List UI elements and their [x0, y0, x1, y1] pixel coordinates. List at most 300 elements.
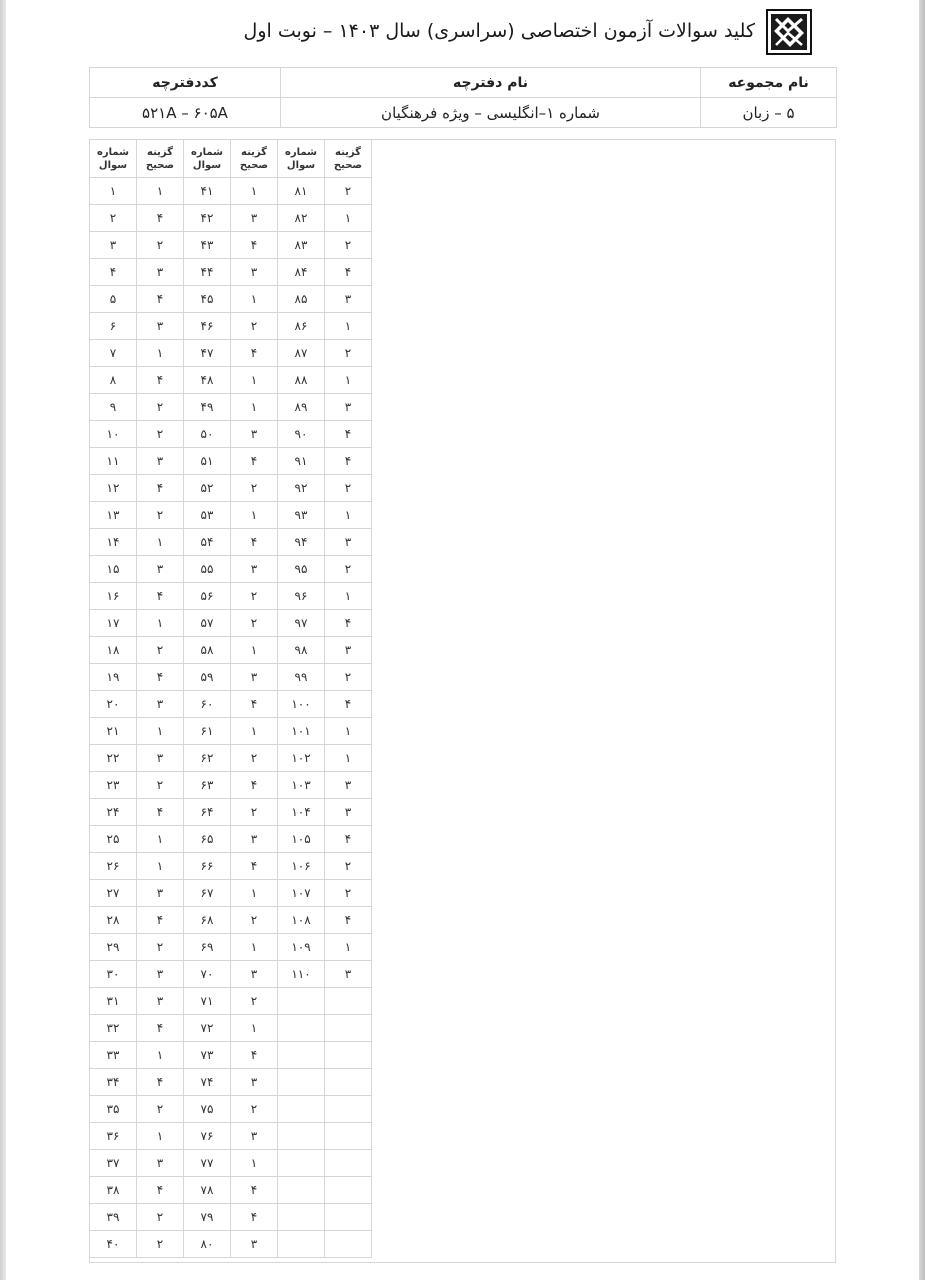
question-number-cell: [278, 1096, 325, 1123]
question-number-cell: ۴۹: [184, 394, 231, 421]
answer-cell: ۲: [325, 232, 372, 259]
answer-cell: ۳: [137, 988, 184, 1015]
answer-cell: [325, 988, 372, 1015]
question-number-cell: ۳: [90, 232, 137, 259]
question-number-cell: ۱۹: [90, 664, 137, 691]
question-number-cell: ۱۰۲: [278, 745, 325, 772]
question-number-cell: ۱۴: [90, 529, 137, 556]
answer-cell: ۲: [325, 853, 372, 880]
answer-key-row: [90, 313, 372, 340]
question-number-cell: ۵۷: [184, 610, 231, 637]
question-number-cell: ۷: [90, 340, 137, 367]
question-number-header: شماره سوال: [184, 140, 231, 178]
answer-cell: [325, 1177, 372, 1204]
question-number-cell: ۴۵: [184, 286, 231, 313]
answer-cell: ۲: [231, 988, 278, 1015]
question-number-cell: ۱۳: [90, 502, 137, 529]
answer-cell: ۳: [231, 961, 278, 988]
answer-cell: ۴: [231, 232, 278, 259]
question-number-cell: ۶۹: [184, 934, 231, 961]
answer-cell: ۱: [137, 718, 184, 745]
answer-cell: ۴: [231, 340, 278, 367]
question-number-cell: ۲۸: [90, 907, 137, 934]
question-number-cell: ۲۵: [90, 826, 137, 853]
question-number-cell: ۴۲: [184, 205, 231, 232]
question-number-cell: [278, 1042, 325, 1069]
booklet-name-value: شماره ۱–انگلیسی – ویژه فرهنگیان: [281, 98, 701, 128]
question-number-cell: ۵۶: [184, 583, 231, 610]
answer-cell: ۱: [137, 853, 184, 880]
answer-cell: ۱: [231, 1150, 278, 1177]
answer-cell: ۳: [325, 772, 372, 799]
answer-cell: ۱: [231, 880, 278, 907]
answer-key-row: [90, 880, 372, 907]
booklet-code-header: کددفترچه: [90, 68, 281, 98]
answer-cell: ۲: [137, 502, 184, 529]
question-number-cell: ۵: [90, 286, 137, 313]
answer-cell: ۱: [231, 502, 278, 529]
answer-cell: ۴: [231, 448, 278, 475]
question-number-cell: ۵۹: [184, 664, 231, 691]
answer-cell: ۴: [137, 664, 184, 691]
question-number-cell: ۷۹: [184, 1204, 231, 1231]
answer-cell: [325, 1015, 372, 1042]
question-number-cell: ۷۷: [184, 1150, 231, 1177]
answer-cell: ۱: [325, 583, 372, 610]
answer-cell: ۴: [325, 610, 372, 637]
answer-cell: ۳: [231, 421, 278, 448]
booklet-info-table: [89, 67, 837, 128]
question-number-cell: ۸۰: [184, 1231, 231, 1258]
answer-key-table: [89, 139, 372, 1258]
question-number-cell: ۴۸: [184, 367, 231, 394]
question-number-cell: ۴: [90, 259, 137, 286]
answer-cell: ۲: [231, 907, 278, 934]
answer-cell: ۳: [137, 1150, 184, 1177]
answer-cell: ۱: [231, 718, 278, 745]
question-number-cell: ۹۲: [278, 475, 325, 502]
answer-cell: ۲: [231, 799, 278, 826]
answer-cell: ۴: [325, 826, 372, 853]
answer-key-row: [90, 259, 372, 286]
question-number-cell: ۱۰: [90, 421, 137, 448]
answer-cell: ۳: [137, 880, 184, 907]
question-number-cell: ۶۲: [184, 745, 231, 772]
question-number-cell: ۸۳: [278, 232, 325, 259]
answer-key-row: [90, 826, 372, 853]
answer-cell: ۱: [325, 718, 372, 745]
question-number-cell: ۱۰۵: [278, 826, 325, 853]
answer-cell: ۳: [137, 313, 184, 340]
question-number-cell: ۷۱: [184, 988, 231, 1015]
question-number-cell: ۱۲: [90, 475, 137, 502]
question-number-cell: ۴۷: [184, 340, 231, 367]
question-number-cell: ۱۶: [90, 583, 137, 610]
question-number-header: شماره سوال: [90, 140, 137, 178]
answer-cell: ۱: [137, 178, 184, 205]
answer-key-row: [90, 610, 372, 637]
question-number-cell: ۴۴: [184, 259, 231, 286]
answer-key-row: [90, 556, 372, 583]
question-number-cell: ۹۳: [278, 502, 325, 529]
answer-cell: ۳: [231, 259, 278, 286]
answer-key-row: [90, 799, 372, 826]
answer-cell: [325, 1042, 372, 1069]
answer-key-row: [90, 907, 372, 934]
question-number-cell: ۲۷: [90, 880, 137, 907]
booklet-name-header: نام دفترچه: [281, 68, 701, 98]
answer-cell: ۴: [137, 205, 184, 232]
question-number-cell: ۳۱: [90, 988, 137, 1015]
answer-key-row: [90, 502, 372, 529]
answer-cell: ۳: [325, 961, 372, 988]
question-number-cell: ۸۸: [278, 367, 325, 394]
question-number-cell: ۹۰: [278, 421, 325, 448]
answer-cell: ۴: [231, 1204, 278, 1231]
answer-cell: ۴: [231, 1042, 278, 1069]
question-number-cell: ۷۶: [184, 1123, 231, 1150]
answer-cell: ۱: [231, 286, 278, 313]
answer-cell: ۱: [137, 826, 184, 853]
answer-header: گزینه صحیح: [325, 140, 372, 178]
answer-key-row: [90, 583, 372, 610]
question-number-cell: ۳۹: [90, 1204, 137, 1231]
answer-cell: ۴: [137, 907, 184, 934]
question-number-cell: ۷۸: [184, 1177, 231, 1204]
answer-cell: ۲: [325, 340, 372, 367]
question-number-cell: ۱۸: [90, 637, 137, 664]
question-number-cell: ۵۵: [184, 556, 231, 583]
answer-cell: ۴: [231, 772, 278, 799]
question-number-cell: ۵۱: [184, 448, 231, 475]
question-number-cell: ۳۰: [90, 961, 137, 988]
answer-cell: ۲: [137, 394, 184, 421]
answer-header: گزینه صحیح: [231, 140, 278, 178]
answer-cell: ۲: [231, 583, 278, 610]
answer-key-row: [90, 394, 372, 421]
question-number-cell: ۱۵: [90, 556, 137, 583]
answer-cell: ۱: [137, 529, 184, 556]
answer-cell: ۲: [325, 475, 372, 502]
question-number-cell: ۸۶: [278, 313, 325, 340]
answer-cell: ۴: [231, 529, 278, 556]
question-number-cell: ۹۶: [278, 583, 325, 610]
question-number-cell: ۸۲: [278, 205, 325, 232]
question-number-cell: ۹۵: [278, 556, 325, 583]
answer-cell: ۳: [137, 961, 184, 988]
answer-cell: ۱: [325, 745, 372, 772]
question-number-cell: ۱۰۴: [278, 799, 325, 826]
answer-key-row: [90, 691, 372, 718]
answer-key-row: [90, 1231, 372, 1258]
answer-cell: ۴: [325, 691, 372, 718]
organization-logo: [766, 9, 812, 55]
answer-cell: ۴: [137, 475, 184, 502]
question-number-cell: ۵۸: [184, 637, 231, 664]
answer-cell: ۴: [231, 853, 278, 880]
question-number-cell: ۹۷: [278, 610, 325, 637]
answer-cell: ۲: [137, 934, 184, 961]
answer-cell: ۲: [137, 421, 184, 448]
answer-cell: [325, 1204, 372, 1231]
answer-key-row: [90, 232, 372, 259]
answer-cell: ۴: [137, 1069, 184, 1096]
answer-cell: [325, 1150, 372, 1177]
answer-cell: [325, 1096, 372, 1123]
question-number-cell: ۱۰۸: [278, 907, 325, 934]
answer-key-row: [90, 1204, 372, 1231]
answer-key-row: [90, 1096, 372, 1123]
question-number-cell: ۱۰۰: [278, 691, 325, 718]
question-number-cell: ۶۶: [184, 853, 231, 880]
answer-cell: ۱: [231, 1015, 278, 1042]
question-number-cell: ۷۵: [184, 1096, 231, 1123]
question-number-cell: ۱۷: [90, 610, 137, 637]
answer-key-row: [90, 367, 372, 394]
question-number-cell: [278, 1150, 325, 1177]
question-number-cell: ۳۸: [90, 1177, 137, 1204]
answer-cell: [325, 1123, 372, 1150]
answer-cell: ۱: [137, 340, 184, 367]
page-right-shadow: [919, 0, 925, 1280]
answer-cell: ۳: [231, 1069, 278, 1096]
answer-key-row: [90, 448, 372, 475]
answer-key-row: [90, 853, 372, 880]
answer-cell: ۱: [325, 934, 372, 961]
question-number-cell: ۸۴: [278, 259, 325, 286]
question-number-cell: ۵۴: [184, 529, 231, 556]
question-number-cell: ۱۰۷: [278, 880, 325, 907]
answer-cell: ۳: [137, 691, 184, 718]
answer-cell: ۳: [325, 799, 372, 826]
question-number-cell: ۱۰۱: [278, 718, 325, 745]
answer-cell: ۲: [231, 745, 278, 772]
question-number-cell: ۷۲: [184, 1015, 231, 1042]
answer-cell: ۳: [231, 1231, 278, 1258]
booklet-info-header-row: [90, 68, 837, 98]
answer-key-row: [90, 934, 372, 961]
question-number-cell: ۷۰: [184, 961, 231, 988]
question-number-cell: ۶۸: [184, 907, 231, 934]
answer-cell: ۱: [325, 313, 372, 340]
question-number-cell: ۶: [90, 313, 137, 340]
answer-cell: ۳: [231, 556, 278, 583]
question-number-cell: ۳۳: [90, 1042, 137, 1069]
answer-cell: [325, 1231, 372, 1258]
question-number-cell: ۶۱: [184, 718, 231, 745]
answer-cell: ۲: [231, 475, 278, 502]
question-number-cell: ۵۲: [184, 475, 231, 502]
answer-cell: ۱: [231, 934, 278, 961]
question-number-cell: ۳۷: [90, 1150, 137, 1177]
question-number-cell: [278, 1015, 325, 1042]
question-number-cell: ۶۷: [184, 880, 231, 907]
answer-key-row: [90, 1150, 372, 1177]
question-number-cell: ۲: [90, 205, 137, 232]
question-number-cell: ۳۴: [90, 1069, 137, 1096]
answer-cell: ۳: [231, 826, 278, 853]
answer-cell: ۴: [325, 448, 372, 475]
answer-cell: ۲: [137, 1204, 184, 1231]
answer-key-row: [90, 1177, 372, 1204]
answer-cell: ۲: [325, 178, 372, 205]
question-number-cell: ۲۲: [90, 745, 137, 772]
answer-key-row: [90, 421, 372, 448]
answer-cell: ۴: [231, 691, 278, 718]
question-number-cell: ۲۹: [90, 934, 137, 961]
question-number-cell: ۳۲: [90, 1015, 137, 1042]
question-number-cell: ۲۴: [90, 799, 137, 826]
answer-cell: ۴: [137, 286, 184, 313]
question-number-cell: ۹۱: [278, 448, 325, 475]
answer-cell: ۴: [325, 421, 372, 448]
answer-key-row: [90, 475, 372, 502]
question-number-cell: ۱۱۰: [278, 961, 325, 988]
question-number-cell: ۱۰۳: [278, 772, 325, 799]
answer-cell: ۱: [325, 367, 372, 394]
document-title: کلید سوالات آزمون اختصاصی (سراسری) سال ۱۴۰۳ – نوبت اول: [243, 20, 755, 42]
answer-cell: ۲: [137, 637, 184, 664]
answer-cell: ۲: [325, 556, 372, 583]
question-number-cell: ۶۵: [184, 826, 231, 853]
question-number-cell: ۹: [90, 394, 137, 421]
question-number-cell: ۹۸: [278, 637, 325, 664]
answer-key-row: [90, 637, 372, 664]
answer-cell: ۳: [231, 1123, 278, 1150]
answer-cell: ۱: [231, 178, 278, 205]
answer-cell: ۱: [231, 394, 278, 421]
answer-cell: ۲: [325, 664, 372, 691]
answer-cell: ۴: [325, 259, 372, 286]
answer-cell: ۳: [137, 745, 184, 772]
question-number-cell: [278, 1069, 325, 1096]
answer-cell: ۳: [137, 259, 184, 286]
answer-cell: ۳: [231, 664, 278, 691]
booklet-code-value: ۵۲۱A – ۶۰۵A: [90, 98, 281, 128]
answer-cell: ۳: [137, 448, 184, 475]
answer-cell: [325, 1069, 372, 1096]
answer-key-row: [90, 205, 372, 232]
question-number-cell: [278, 988, 325, 1015]
question-number-cell: ۲۶: [90, 853, 137, 880]
answer-key-row: [90, 340, 372, 367]
answer-key-row: [90, 1123, 372, 1150]
answer-key-row: [90, 988, 372, 1015]
question-number-cell: ۹۹: [278, 664, 325, 691]
answer-cell: ۳: [325, 637, 372, 664]
collection-name-value: ۵ – زبان: [701, 98, 837, 128]
question-number-cell: [278, 1204, 325, 1231]
question-number-cell: [278, 1177, 325, 1204]
question-number-header: شماره سوال: [278, 140, 325, 178]
answer-cell: ۴: [137, 583, 184, 610]
question-number-cell: ۳۶: [90, 1123, 137, 1150]
question-number-cell: ۶۴: [184, 799, 231, 826]
answer-cell: ۱: [137, 610, 184, 637]
answer-key-row: [90, 286, 372, 313]
question-number-cell: [278, 1123, 325, 1150]
answer-cell: ۳: [325, 529, 372, 556]
answer-cell: ۲: [137, 1096, 184, 1123]
answer-key-row: [90, 772, 372, 799]
collection-name-header: نام مجموعه: [701, 68, 837, 98]
answer-key-row: [90, 664, 372, 691]
answer-header: گزینه صحیح: [137, 140, 184, 178]
answer-cell: ۱: [325, 205, 372, 232]
answer-cell: ۱: [137, 1042, 184, 1069]
question-number-cell: ۴۶: [184, 313, 231, 340]
answer-key-row: [90, 1015, 372, 1042]
answer-cell: ۲: [137, 1231, 184, 1258]
question-number-cell: ۱۱: [90, 448, 137, 475]
question-number-cell: ۶۳: [184, 772, 231, 799]
answer-cell: ۱: [231, 367, 278, 394]
answer-cell: ۴: [231, 1177, 278, 1204]
answer-key-row: [90, 745, 372, 772]
question-number-cell: ۶۰: [184, 691, 231, 718]
question-number-cell: ۴۱: [184, 178, 231, 205]
answer-cell: ۳: [137, 556, 184, 583]
answer-cell: ۴: [137, 367, 184, 394]
question-number-cell: ۸۷: [278, 340, 325, 367]
question-number-cell: ۸۱: [278, 178, 325, 205]
answer-cell: ۴: [137, 799, 184, 826]
question-number-cell: ۷۴: [184, 1069, 231, 1096]
question-number-cell: ۸۵: [278, 286, 325, 313]
question-number-cell: ۷۳: [184, 1042, 231, 1069]
question-number-cell: ۴۰: [90, 1231, 137, 1258]
question-number-cell: ۹۴: [278, 529, 325, 556]
answer-cell: ۲: [231, 313, 278, 340]
answer-cell: ۴: [325, 907, 372, 934]
answer-cell: ۳: [325, 286, 372, 313]
answer-key-header-row: [90, 140, 372, 178]
answer-cell: ۴: [137, 1177, 184, 1204]
answer-cell: ۱: [137, 1123, 184, 1150]
answer-cell: ۳: [325, 394, 372, 421]
question-number-cell: ۸۹: [278, 394, 325, 421]
question-number-cell: ۴۳: [184, 232, 231, 259]
question-number-cell: ۸: [90, 367, 137, 394]
answer-key-row: [90, 1069, 372, 1096]
answer-cell: ۲: [137, 772, 184, 799]
answer-key-row: [90, 178, 372, 205]
question-number-cell: ۲۰: [90, 691, 137, 718]
answer-cell: ۳: [231, 205, 278, 232]
answer-key-row: [90, 529, 372, 556]
answer-cell: ۲: [231, 1096, 278, 1123]
answer-cell: ۲: [325, 880, 372, 907]
answer-key-row: [90, 961, 372, 988]
question-number-cell: ۵۳: [184, 502, 231, 529]
answer-key-row: [90, 718, 372, 745]
question-number-cell: ۱: [90, 178, 137, 205]
answer-cell: ۴: [137, 1015, 184, 1042]
question-number-cell: ۲۱: [90, 718, 137, 745]
answer-cell: ۲: [231, 610, 278, 637]
answer-cell: ۲: [137, 232, 184, 259]
question-number-cell: ۲۳: [90, 772, 137, 799]
question-number-cell: ۳۵: [90, 1096, 137, 1123]
question-number-cell: ۱۰۶: [278, 853, 325, 880]
answer-key-row: [90, 1042, 372, 1069]
answer-cell: ۱: [231, 637, 278, 664]
answer-cell: ۱: [325, 502, 372, 529]
question-number-cell: [278, 1231, 325, 1258]
question-number-cell: ۵۰: [184, 421, 231, 448]
booklet-info-value-row: [90, 98, 837, 128]
question-number-cell: ۱۰۹: [278, 934, 325, 961]
